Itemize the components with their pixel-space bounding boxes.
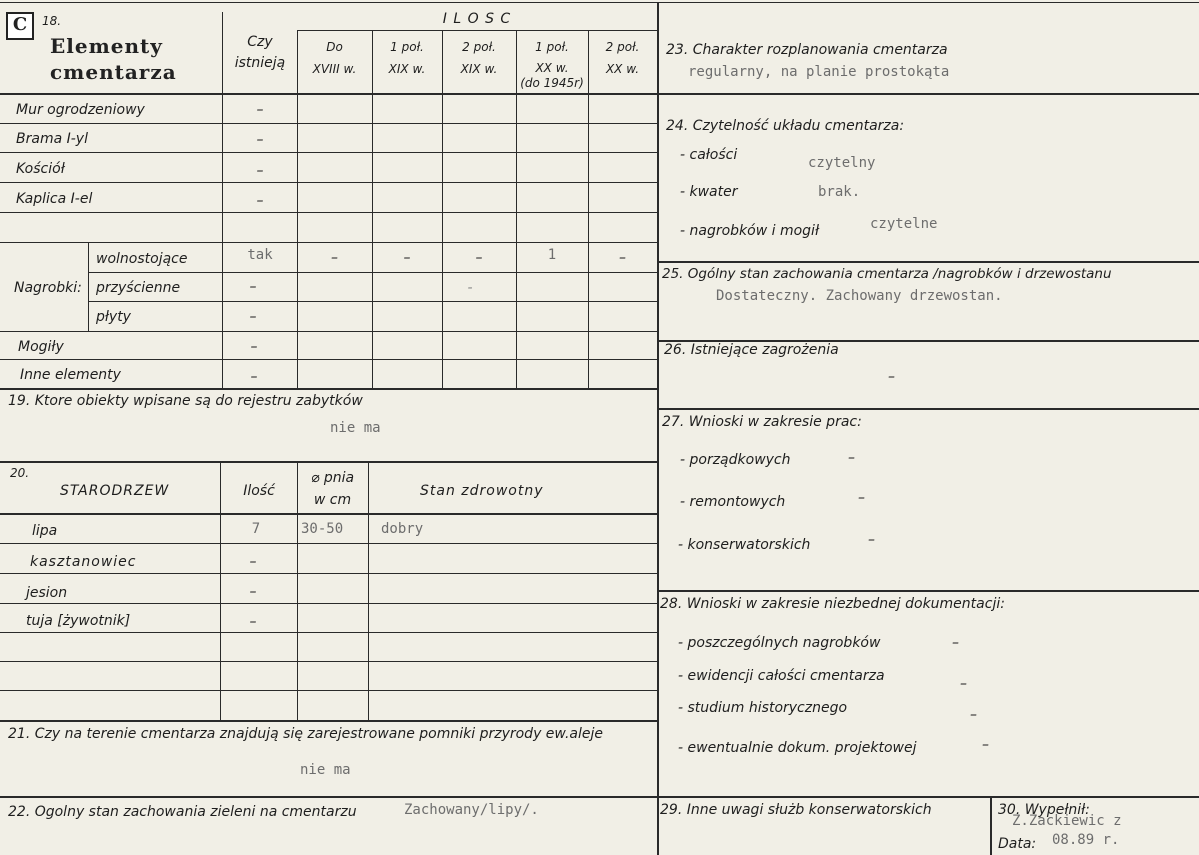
- q30-name: Z.Zackiewic z: [1012, 813, 1122, 829]
- period-4-line1: 1 poł.: [535, 40, 569, 54]
- rule: [442, 30, 443, 388]
- tree-count-kasztanowiec: –: [249, 554, 257, 570]
- period-2-line1: 1 poł.: [390, 40, 424, 54]
- period-3-line2: XIX w.: [460, 62, 498, 76]
- rule: [0, 461, 657, 463]
- q24-item-nagrobkow: - nagrobków i mogił: [680, 223, 819, 239]
- q30-date-label: Data:: [998, 836, 1037, 852]
- rule: [0, 632, 657, 633]
- row-exists-mur: –: [256, 102, 264, 118]
- period-2-line2: XIX w.: [388, 62, 426, 76]
- q28-answer-ewidencji: –: [960, 676, 967, 692]
- tree-count-lipa: 7: [251, 521, 261, 537]
- rule: [659, 796, 1199, 798]
- row-exists-kaplica: –: [256, 193, 264, 209]
- tree-count-jesion: –: [249, 584, 257, 600]
- ilosc-header: I L O S C: [442, 11, 512, 27]
- q28-item-studium: - studium historycznego: [678, 700, 848, 716]
- q27-item-porzadkowych: - porządkowych: [680, 452, 791, 468]
- center-divider: [657, 2, 659, 855]
- inne-elementy-label: Inne elementy: [20, 367, 121, 383]
- rule: [0, 242, 657, 243]
- rule: [0, 796, 657, 798]
- q20-col-diam-line2: w cm: [313, 492, 352, 508]
- rule: [0, 603, 657, 604]
- q24-answer-kwater: brak.: [818, 184, 861, 200]
- q21-answer: nie ma: [300, 762, 351, 778]
- rule: [659, 590, 1199, 592]
- q24-answer-nagrobkow: czytelne: [870, 216, 938, 232]
- nagrobki-przyscienne-label: przyścienne: [96, 280, 181, 296]
- rule: [0, 331, 657, 332]
- q28-label: 28. Wnioski w zakresie niezbednej dokumentacji:: [660, 596, 1005, 612]
- nagrobki-wolnostojace-p1: –: [331, 250, 338, 266]
- rule: [0, 152, 657, 153]
- nagrobki-wolnostojace-p4: 1: [547, 247, 557, 263]
- nagrobki-wolnostojace-p5: –: [619, 250, 626, 266]
- q20-number: 20.: [10, 466, 30, 480]
- q27-answer-remontowych: –: [858, 490, 865, 506]
- q21-label: 21. Czy na terenie cmentarza znajdują się zarejestrowane pomniki przyrody ew.aleje: [8, 726, 604, 742]
- rule: [0, 513, 657, 515]
- q28-answer-poszczegolnych: –: [952, 635, 959, 651]
- rule: [0, 661, 657, 662]
- q20-col-diam-line1: ⌀ pnia: [310, 470, 355, 486]
- rule: [88, 272, 657, 273]
- q25-label: 25. Ogólny stan zachowania cmentarza /nagrobków i drzewostanu: [662, 266, 1112, 282]
- field-number: 18.: [42, 14, 62, 28]
- nagrobki-wolnostojace-p2: –: [403, 250, 411, 266]
- q20-col-count: Ilość: [243, 483, 275, 499]
- row-exists-brama: –: [256, 132, 264, 148]
- q28-answer-projektowej: –: [982, 737, 989, 753]
- rule: [0, 690, 657, 691]
- period-1-line2: XVIII w.: [312, 62, 357, 76]
- rule: [0, 123, 657, 124]
- period-1-line1: Do: [326, 40, 343, 54]
- rule: [0, 720, 657, 722]
- nagrobki-przyscienne-p3: -: [467, 280, 473, 296]
- q23-label: 23. Charakter rozplanowania cmentarza: [666, 42, 948, 58]
- q27-answer-konserwatorskich: –: [868, 532, 875, 548]
- col-czy-line1: Czy: [247, 34, 273, 50]
- rule: [659, 93, 1199, 95]
- q23-answer: regularny, na planie prostokąta: [688, 64, 950, 80]
- row-label-mur: Mur ogrodzeniowy: [16, 102, 145, 118]
- rule: [0, 543, 657, 544]
- rule: [0, 212, 657, 213]
- q26-answer: –: [888, 369, 895, 385]
- rule: [88, 301, 657, 302]
- rule: [297, 30, 657, 31]
- col-czy-line2: istnieją: [234, 55, 286, 71]
- period-4-line3: (do 1945r): [520, 76, 584, 90]
- q24-item-calosci: - całości: [680, 147, 738, 163]
- nagrobki-label: Nagrobki:: [14, 280, 82, 296]
- period-5-line2: XX w.: [605, 62, 640, 76]
- rule: [368, 462, 369, 720]
- rule: [990, 797, 992, 855]
- tree-name-tuja: tuja [żywotnik]: [26, 613, 131, 629]
- rule: [659, 261, 1199, 263]
- rule: [88, 243, 89, 331]
- tree-name-lipa: lipa: [32, 523, 58, 539]
- period-5-line1: 2 poł.: [605, 40, 640, 54]
- q30-date: 08.89 r.: [1052, 832, 1120, 848]
- rule: [0, 388, 657, 390]
- q25-answer: Dostateczny. Zachowany drzewostan.: [716, 288, 1003, 304]
- tree-name-kasztanowiec: kasztanowiec: [30, 554, 137, 570]
- q20-col-name: STARODRZEW: [60, 483, 170, 499]
- q28-item-projektowej: - ewentualnie dokum. projektowej: [678, 740, 917, 756]
- period-4-line2: XX w.: [535, 61, 569, 75]
- row-label-kosciol: Kościół: [16, 161, 65, 177]
- q27-item-remontowych: - remontowych: [680, 494, 786, 510]
- elements-title-line1: Elementy: [50, 34, 163, 58]
- q27-item-konserwatorskich: - konserwatorskich: [678, 537, 811, 553]
- nagrobki-plyty-exists: –: [249, 309, 257, 325]
- rule: [588, 30, 589, 388]
- mogily-label: Mogiły: [18, 339, 64, 355]
- period-3-line1: 2 poł.: [462, 40, 496, 54]
- q26-label: 26. Istniejące zagrożenia: [664, 342, 839, 358]
- tree-health-lipa: dobry: [381, 521, 424, 537]
- section-letter-box: C: [6, 12, 34, 40]
- nagrobki-przyscienne-exists: –: [249, 279, 257, 295]
- q19-label: 19. Ktore obiekty wpisane są do rejestru zabytków: [8, 393, 363, 409]
- inne-elementy-exists: –: [250, 369, 258, 385]
- row-label-kaplica: Kaplica I-el: [16, 191, 93, 207]
- q19-answer: nie ma: [330, 420, 381, 436]
- top-border: [0, 2, 1199, 3]
- rule: [659, 408, 1199, 410]
- q22-label: 22. Ogolny stan zachowania zieleni na cmentarzu: [8, 804, 357, 820]
- rule: [0, 93, 657, 95]
- q28-item-ewidencji: - ewidencji całości cmentarza: [678, 668, 885, 684]
- nagrobki-wolnostojace-p3: –: [475, 250, 483, 266]
- q28-item-poszczegolnych: - poszczególnych nagrobków: [678, 635, 881, 651]
- tree-count-tuja: –: [249, 614, 257, 630]
- nagrobki-plyty-label: płyty: [96, 309, 131, 325]
- q24-answer-calosci: czytelny: [808, 155, 876, 171]
- q24-label: 24. Czytelność układu cmentarza:: [666, 118, 905, 134]
- q29-label: 29. Inne uwagi służb konserwatorskich: [660, 802, 932, 818]
- mogily-exists: –: [250, 339, 258, 355]
- rule: [0, 359, 657, 360]
- tree-name-jesion: jesion: [26, 585, 68, 601]
- nagrobki-wolnostojace-label: wolnostojące: [96, 251, 188, 267]
- q30-label: 30. Wypełnił:: [998, 802, 1090, 818]
- q27-label: 27. Wnioski w zakresie prac:: [662, 414, 862, 430]
- rule: [297, 30, 298, 388]
- q28-answer-studium: –: [970, 707, 977, 723]
- rule: [0, 182, 657, 183]
- q27-answer-porzadkowych: –: [848, 450, 855, 466]
- rule: [372, 30, 373, 388]
- q22-answer: Zachowany/lipy/.: [404, 802, 539, 818]
- elements-title-line2: cmentarza: [50, 60, 177, 84]
- nagrobki-wolnostojace-exists: tak: [247, 247, 273, 263]
- q20-col-health: Stan zdrowotny: [420, 483, 544, 499]
- row-label-brama: Brama I-yl: [16, 131, 88, 147]
- row-exists-kosciol: –: [256, 163, 264, 179]
- tree-diam-lipa: 30-50: [301, 521, 344, 537]
- rule: [0, 573, 657, 574]
- q24-item-kwater: - kwater: [680, 184, 738, 200]
